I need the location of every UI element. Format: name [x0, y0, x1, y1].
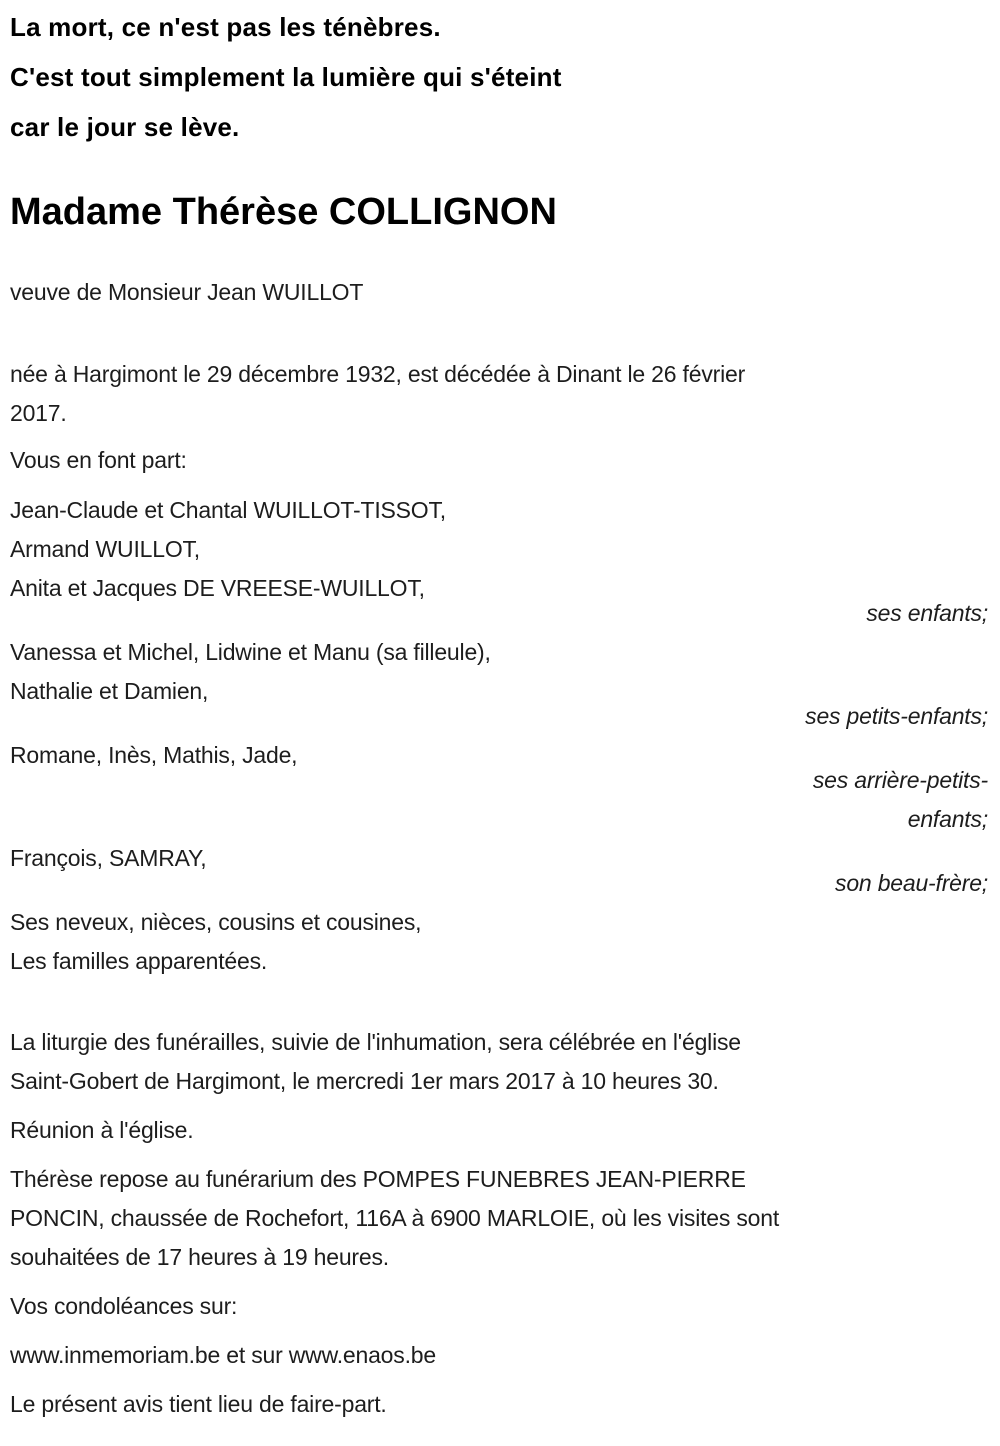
birth-death-line-2: 2017. — [10, 400, 67, 426]
family-group-relatives — [10, 903, 988, 981]
family-group-great-grandchildren — [10, 736, 988, 839]
liturgy-line-1: La liturgie des funérailles, suivie de l'inhumation, sera célébrée en l'église — [10, 1029, 741, 1055]
relation-label-brother-in-law: son beau-frère; — [835, 870, 988, 896]
epigraph-line-2: C'est tout simplement la lumière qui s'éteint — [10, 62, 562, 92]
relation-label-children: ses enfants; — [866, 600, 988, 626]
name-line: Anita et Jacques DE VREESE-WUILLOT, — [10, 575, 425, 601]
relation-label-grandchildren: ses petits-enfants; — [805, 703, 988, 729]
liturgy-paragraph — [10, 1023, 988, 1101]
name-line: Romane, Inès, Mathis, Jade, — [10, 742, 298, 768]
funeral-home-line-1: Thérèse repose au funérarium des POMPES FUNEBRES JEAN-PIERRE — [10, 1166, 746, 1192]
deceased-name-title: Madame Thérèse COLLIGNON — [10, 191, 557, 233]
family-groups — [10, 491, 988, 981]
family-group-brother-in-law — [10, 839, 988, 903]
name-line: Nathalie et Damien, — [10, 678, 209, 704]
funeral-home-line-2: PONCIN, chaussée de Rochefort, 116A à 6900 MARLOIE, où les visites sont — [10, 1205, 780, 1231]
name-line: Armand WUILLOT, — [10, 536, 200, 562]
funeral-home-line-3: souhaitées de 17 heures à 19 heures. — [10, 1244, 389, 1270]
name-line: Ses neveux, nièces, cousins et cousines, — [10, 909, 422, 935]
birth-death-paragraph — [10, 355, 988, 433]
closing-line: Le présent avis tient lieu de faire-part. — [10, 1391, 387, 1417]
funeral-home-paragraph — [10, 1160, 988, 1277]
meeting-line: Réunion à l'église. — [10, 1117, 194, 1143]
epigraph-line-1: La mort, ce n'est pas les ténèbres. — [10, 12, 441, 42]
birth-death-line-1: née à Hargimont le 29 décembre 1932, est décédée à Dinant le 26 février — [10, 361, 746, 387]
epigraph-line-3: car le jour se lève. — [10, 112, 240, 142]
relation-label-great-grandchildren: ses arrière-petits-enfants; — [812, 767, 988, 832]
announcement-intro: Vous en font part: — [10, 447, 187, 473]
epigraph — [10, 2, 988, 152]
condolences-intro: Vos condoléances sur: — [10, 1293, 238, 1319]
liturgy-line-2: Saint-Gobert de Hargimont, le mercredi 1er mars 2017 à 10 heures 30. — [10, 1068, 719, 1094]
name-line: Les familles apparentées. — [10, 948, 268, 974]
family-group-grandchildren — [10, 633, 988, 736]
condolences-websites: www.inmemoriam.be et sur www.enaos.be — [10, 1342, 436, 1368]
name-line: Vanessa et Michel, Lidwine et Manu (sa filleule), — [10, 639, 491, 665]
name-line: François, SAMRAY, — [10, 845, 207, 871]
family-group-children — [10, 491, 988, 633]
widow-of-line: veuve de Monsieur Jean WUILLOT — [10, 279, 364, 305]
name-line: Jean-Claude et Chantal WUILLOT-TISSOT, — [10, 497, 446, 523]
